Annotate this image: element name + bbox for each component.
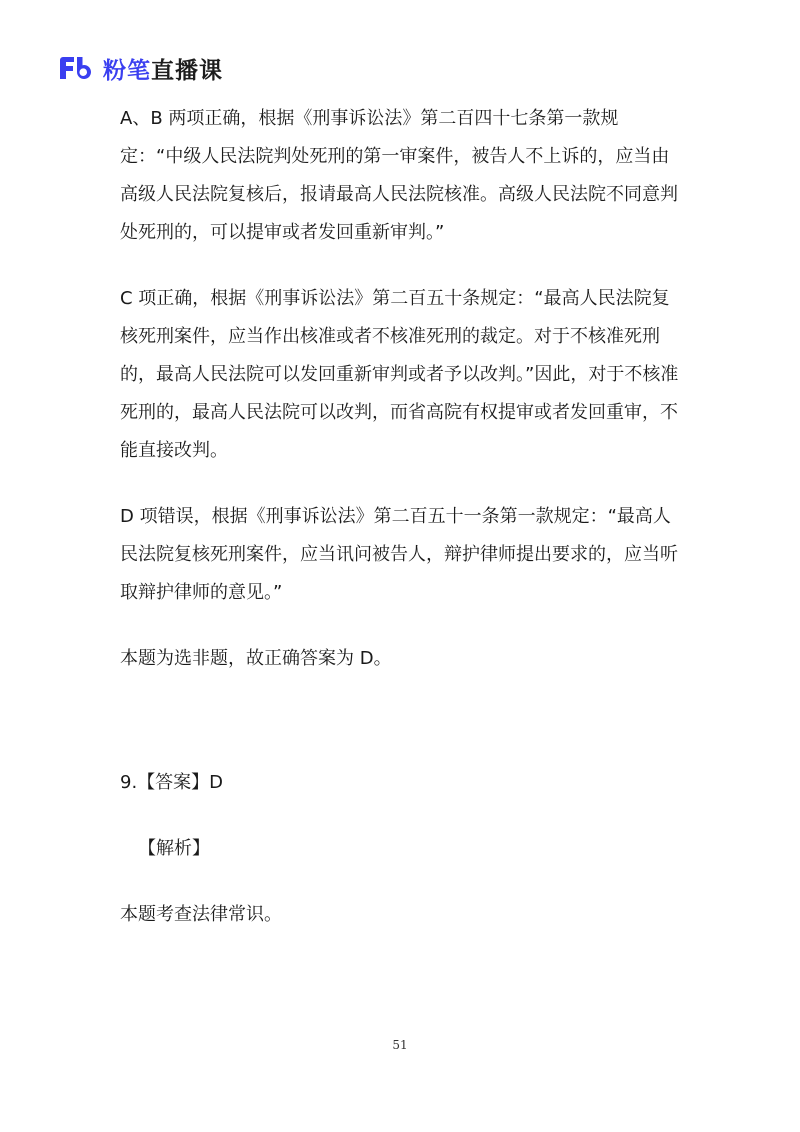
page-number: 51 — [392, 1038, 408, 1052]
paragraph-d: D 项错误，根据《刑事诉讼法》第二百五十一条第一款规定：“最高人民法院复核死刑案件，应当讯问被告人，辩护律师提出要求的，应当听取辩护律师的意见。” — [120, 506, 678, 603]
logo-text — [103, 52, 223, 85]
analysis-label: 【解析】 — [138, 838, 210, 859]
fenbi-logo-icon — [57, 54, 97, 82]
paragraph-analysis: 本题考查法律常识。 — [120, 904, 282, 925]
paragraph-c: C 项正确，根据《刑事诉讼法》第二百五十条规定：“最高人民法院复核死刑案件，应当作出核准或者不核准死刑的裁定。对于不核准死刑的，最高人民法院可以发回重新审判或者予以改判。”因此，对于不核准死刑的，最高人民法院可以改判，而省高院有权提审或者发回重审，不能直接改判。 — [120, 288, 679, 461]
paragraph-ab: A、B 两项正确，根据《刑事诉讼法》第二百四十七条第一款规定：“中级人民法院判处死刑的第一审案件，被告人不上诉的，应当由高级人民法院复核后，报请最高人民法院核准。高级人民法院不同意判处死刑的，可以提审或者发回重新审判。” — [120, 108, 678, 243]
document-body — [120, 100, 680, 934]
logo-brand-text: 粉笔 — [103, 57, 151, 84]
paragraph-conclusion: 本题为选非题，故正确答案为 D。 — [120, 648, 392, 669]
header-logo — [57, 52, 223, 84]
logo-sub-text: 直播课 — [151, 57, 223, 84]
answer-heading: 9.【答案】D — [120, 772, 224, 793]
